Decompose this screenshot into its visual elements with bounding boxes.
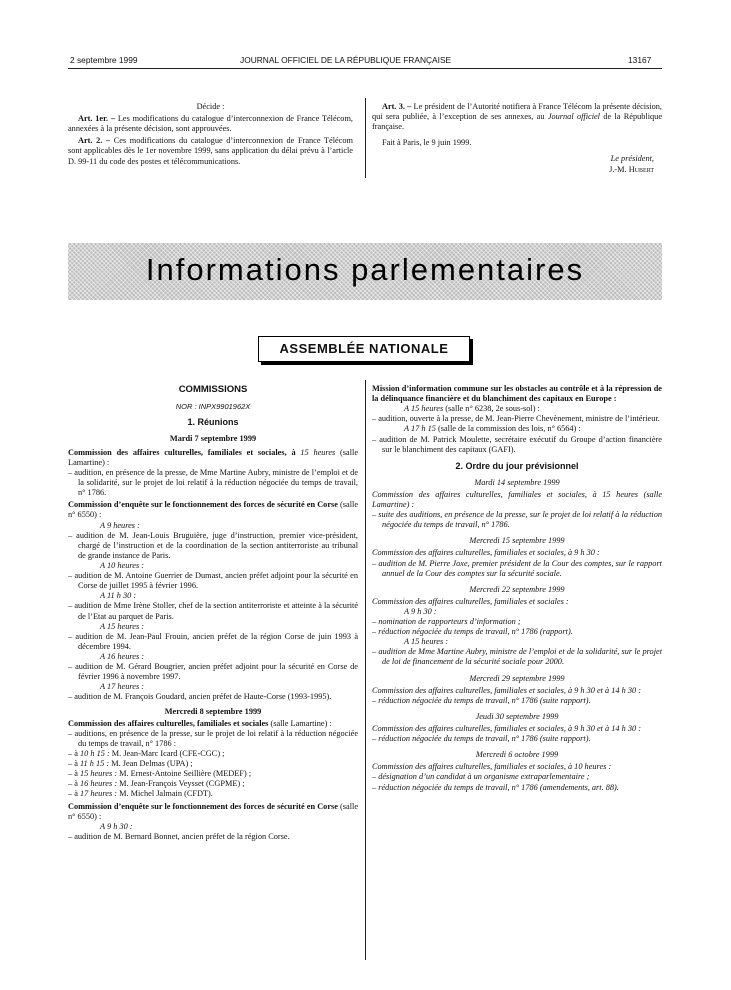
day-heading: Jeudi 30 septembre 1999 <box>475 711 559 721</box>
agenda-item: – réduction négociée du temps de travail, n° 1786 (suite rapport). <box>372 734 591 744</box>
mission-title: Mission d’information commune sur les obstacles au contrôle et à la répression de la délinquance financière et du blanchiment des capitaux en Europe : <box>372 384 662 404</box>
running-header <box>0 55 731 67</box>
section-ordre-du-jour: 2. Ordre du jour prévisionnel <box>455 460 579 471</box>
agenda-item: – audition de Mme Martine Aubry, ministre de l’emploi et de la solidarité, sur le projet de loi de financement de la sécurité sociale pour 2000. <box>372 647 662 667</box>
agenda-item: – audition, ouverte à la presse, de M. Jean-Pierre Chevènement, ministre de l’intérieur. <box>372 414 660 424</box>
agenda-item: – suite des auditions, en présence de la presse, sur le projet de loi relatif à la réduction négociée du temps de travail, n° 1786. <box>372 510 662 530</box>
commissions-heading: COMMISSIONS <box>178 384 248 395</box>
agenda-item: – audition de M. Antoine Guerrier de Dumast, ancien préfet adjoint pour la sécurité en Corse de juillet 1995 à février 1996. <box>68 571 358 591</box>
commission-title: Commission des affaires culturelles, familiales et sociales : <box>372 596 569 606</box>
banner-title: Informations parlementaires <box>145 252 585 287</box>
decide-label: Décide : <box>196 102 225 111</box>
commission-title: Commission des affaires culturelles, familiales et sociales, à 10 heures : <box>372 762 612 772</box>
article-2: Art. 2. – Ces modifications du catalogue d’interconnexion de France Télécom sont applicables dès le 1er novembre 1999, sans application du délai prévu à l’article D. 99-11 du code des postes et télécommunications. <box>68 136 354 166</box>
agenda-item: – audition de M. Jean-Louis Bruguière, juge d’instruction, premier vice-président, chargé de l’instruction et de la coordination de la section antiterroriste au tribunal de grande instance de Paris. <box>68 530 358 560</box>
agenda-item: – audition de M. Bernard Bonnet, ancien préfet de la région Corse. <box>68 831 290 841</box>
day-heading: Mardi 7 septembre 1999 <box>169 433 257 443</box>
time-slot: A 15 heures : <box>100 621 145 631</box>
chamber-label: ASSEMBLÉE NATIONALE <box>279 341 449 356</box>
header-page-number: 13167 <box>628 55 652 65</box>
commission-title: Commission d’enquête sur le fonctionnement des forces de sécurité en Corse (salle n° 6550) : <box>68 801 358 821</box>
signatory-title: Le président, <box>610 154 654 164</box>
top-column-divider <box>365 98 366 178</box>
decision-column-right <box>372 102 662 175</box>
right-column <box>372 384 662 793</box>
fait-a-paris: Fait à Paris, le 9 juin 1999. <box>382 138 472 148</box>
commission-title: Commission des affaires culturelles, familiales et sociales, à 15 heures (salle Lamartine) : <box>68 447 359 467</box>
day-heading: Mercredi 8 septembre 1999 <box>164 706 262 716</box>
left-column <box>68 384 358 842</box>
agenda-item: – audition de M. Jean-Paul Frouin, ancien préfet de la région Corse de juin 1993 à décembre 1994. <box>68 631 358 651</box>
agenda-item: – réduction négociée du temps de travail, n° 1786 (rapport). <box>372 627 573 637</box>
article-3: Art. 3. – Le président de l’Autorité notifiera à France Télécom la présente décision, qui sera publiée, à l’exception de ses annexes, au Journal officiel de la République française. <box>372 102 663 132</box>
day-heading: Mercredi 29 septembre 1999 <box>469 673 565 683</box>
commission-title: Commission des affaires culturelles, familiales et sociales, à 9 h 30 : <box>372 548 600 558</box>
time-slot: A 17 h 15 (salle de la commission des lois, n° 6564) : <box>404 424 581 434</box>
day-heading: Mardi 14 septembre 1999 <box>474 477 560 487</box>
agenda-item: – audition de M. François Goudard, ancien préfet de Haute-Corse (1993-1995). <box>68 692 332 702</box>
time-slot: A 16 heures : <box>100 651 145 661</box>
commission-title: Commission des affaires culturelles, familiales et sociales, à 15 heures (salle Lamartine) : <box>372 489 662 509</box>
commission-title: Commission des affaires culturelles, familiales et sociales, à 9 h 30 et à 14 h 30 : <box>372 724 642 734</box>
agenda-item: – désignation d’un candidat à un organisme extraparlementaire ; <box>372 772 590 782</box>
header-date: 2 septembre 1999 <box>70 55 138 65</box>
time-slot: A 17 heures : <box>100 682 145 692</box>
commission-title: Commission des affaires culturelles, familiales et sociales, à 9 h 30 et à 14 h 30 : <box>372 685 642 695</box>
hearing-list-item: – à 17 heures : M. Michel Jalmain (CFDT). <box>68 789 213 799</box>
day-heading: Mercredi 22 septembre 1999 <box>469 584 565 594</box>
agenda-item: – audition de M. Patrick Moulette, secrétaire exécutif du Groupe d’action financière sur le blanchiment des capitaux (GAFI). <box>372 434 662 454</box>
day-heading: Mercredi 15 septembre 1999 <box>469 536 565 546</box>
commission-title: Commission des affaires culturelles, familiales et sociales (salle Lamartine) : <box>68 718 332 728</box>
commission-title: Commission d’enquête sur le fonctionnement des forces de sécurité en Corse (salle n° 6550) : <box>68 500 358 520</box>
time-slot: A 15 heures (salle n° 6238, 2e sous-sol) : <box>404 404 540 414</box>
agenda-item: – réduction négociée du temps de travail, n° 1786 (suite rapport). <box>372 695 591 705</box>
hearing-list-item: – à 16 heures : M. Jean-François Veysset (CGPME) ; <box>68 779 245 789</box>
hearing-list-item: – à 15 heures : M. Ernest-Antoine Seillière (MEDEF) ; <box>68 769 252 779</box>
time-slot: A 10 heures : <box>100 561 145 570</box>
time-slot: A 11 h 30 : <box>100 591 137 601</box>
time-slot: A 9 heures : <box>100 520 140 530</box>
agenda-item: – réduction négociée du temps de travail, n° 1786 (amendements, art. 88). <box>372 782 619 792</box>
hearing-list-item: – à 10 h 15 : M. Jean-Marc Icard (CFE-CGC) ; <box>68 748 225 758</box>
decision-column <box>68 102 353 167</box>
header-rule <box>68 68 662 69</box>
agenda-item: – auditions, en présence de la presse, sur le projet de loi relatif à la réduction négociée du temps de travail, n° 1786 : <box>68 728 358 748</box>
time-slot: A 9 h 30 : <box>404 606 437 616</box>
agenda-item: – audition de M. Pierre Joxe, premier président de la Cour des comptes, sur le rapport annuel de la Cour des comptes sur la sécurité sociale. <box>372 558 662 578</box>
chamber-box <box>258 336 470 362</box>
agenda-item: – audition de M. Gérard Bougrier, ancien préfet adjoint pour la sécurité en Corse de février 1996 à novembre 1997. <box>68 662 358 682</box>
signatory-name: J.-M. Hubert <box>609 164 654 174</box>
time-slot: A 15 heures : <box>404 637 449 647</box>
agenda-item: – audition, en présence de la presse, de Mme Martine Aubry, ministre de l’emploi et de la solidarité, sur le projet de loi relatif à la réduction négociée du temps de travail, n° 1786. <box>68 468 358 498</box>
article-1: Art. 1er. – Les modifications du catalogue d’interconnexion de France Télécom, annexées à la présente décision, sont approuvées. <box>68 114 353 134</box>
time-slot: A 9 h 30 : <box>100 821 133 831</box>
header-journal-title: JOURNAL OFFICIEL DE LA RÉPUBLIQUE FRANÇAISE <box>240 55 452 65</box>
nor-reference: NOR : INPX9901962X <box>175 401 251 411</box>
agenda-item: – nomination de rapporteurs d’information ; <box>372 617 521 627</box>
hearing-list <box>68 749 358 800</box>
agenda-item: – audition de Mme Irène Stoller, chef de la section antiterroriste et atteinte à la sécurité de l’Etat au parquet de Paris. <box>68 601 358 621</box>
section-banner <box>68 243 662 300</box>
section-reunions: 1. Réunions <box>187 416 239 427</box>
main-column-divider <box>365 380 366 960</box>
day-heading: Mercredi 6 octobre 1999 <box>475 750 559 760</box>
hearing-list-item: – à 11 h 15 : M. Jean Delmas (UPA) ; <box>68 759 193 769</box>
